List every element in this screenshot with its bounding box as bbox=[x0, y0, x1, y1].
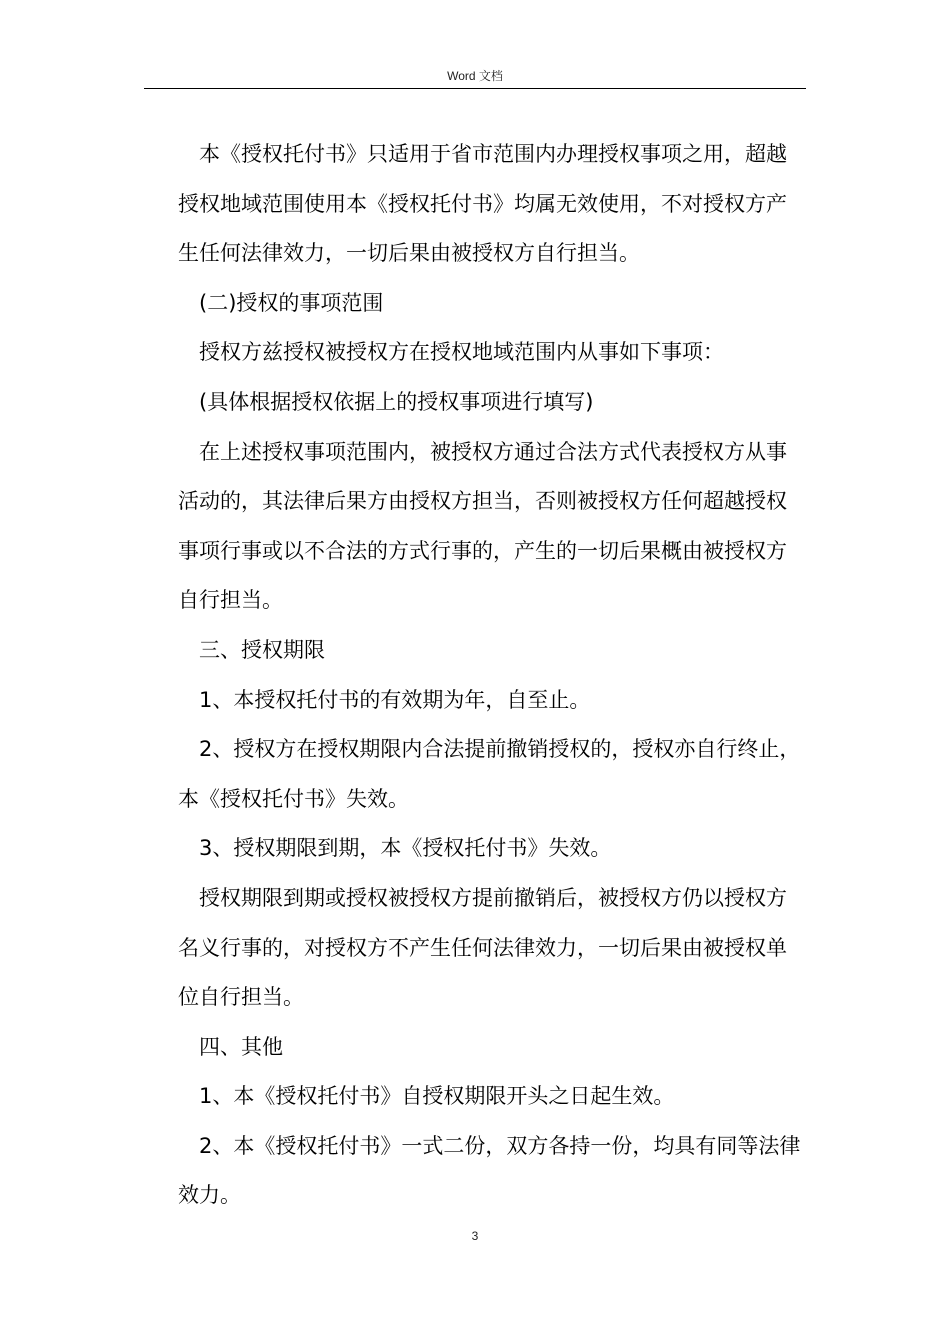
paragraph-scope-validity: 本《授权托付书》只适用于省市范围内办理授权事项之用，超越授权地域范围使用本《授权托付书》均属无效使用，不对授权方产生任何法律效力，一切后果由被授权方自行担当。 bbox=[178, 142, 787, 266]
list-item-period-2: 2、授权方在授权期限内合法提前撤销授权的，授权亦自行终止，本《授权托付书》失效。 bbox=[178, 737, 801, 811]
list-item-period-1: 1、本授权托付书的有效期为年，自至止。 bbox=[199, 687, 591, 712]
list-item-other-1: 1、本《授权托付书》自授权期限开头之日起生效。 bbox=[199, 1084, 675, 1109]
document-body bbox=[178, 130, 806, 1221]
heading-authorization-period: 三、授权期限 bbox=[199, 637, 325, 662]
paragraph-legal-consequences: 在上述授权事项范围内，被授权方通过合法方式代表授权方从事活动的，其法律后果方由授权方担当，否则被授权方任何超越授权事项行事或以不合法的方式行事的，产生的一切后果概由被授权方自行担当。 bbox=[178, 439, 787, 613]
list-item-period-3: 3、授权期限到期，本《授权托付书》失效。 bbox=[199, 836, 612, 861]
paragraph-fill-instruction: (具体根据授权依据上的授权事项进行填写) bbox=[199, 389, 594, 414]
list-item-other-2: 2、本《授权托付书》一式二份，双方各持一份，均具有同等法律效力。 bbox=[178, 1133, 801, 1208]
paragraph-authorization-grant: 授权方兹授权被授权方在授权地域范围内从事如下事项： bbox=[199, 340, 724, 365]
page-number: 3 bbox=[471, 1229, 479, 1243]
heading-authorized-matters: (二)授权的事项范围 bbox=[199, 290, 384, 315]
header-divider bbox=[144, 88, 806, 89]
heading-other: 四、其他 bbox=[199, 1034, 283, 1059]
page-header-title: Word 文档 bbox=[447, 69, 503, 83]
paragraph-after-expiry: 授权期限到期或授权被授权方提前撤销后，被授权方仍以授权方名义行事的，对授权方不产生任何法律效力，一切后果由被授权单位自行担当。 bbox=[178, 885, 787, 1010]
